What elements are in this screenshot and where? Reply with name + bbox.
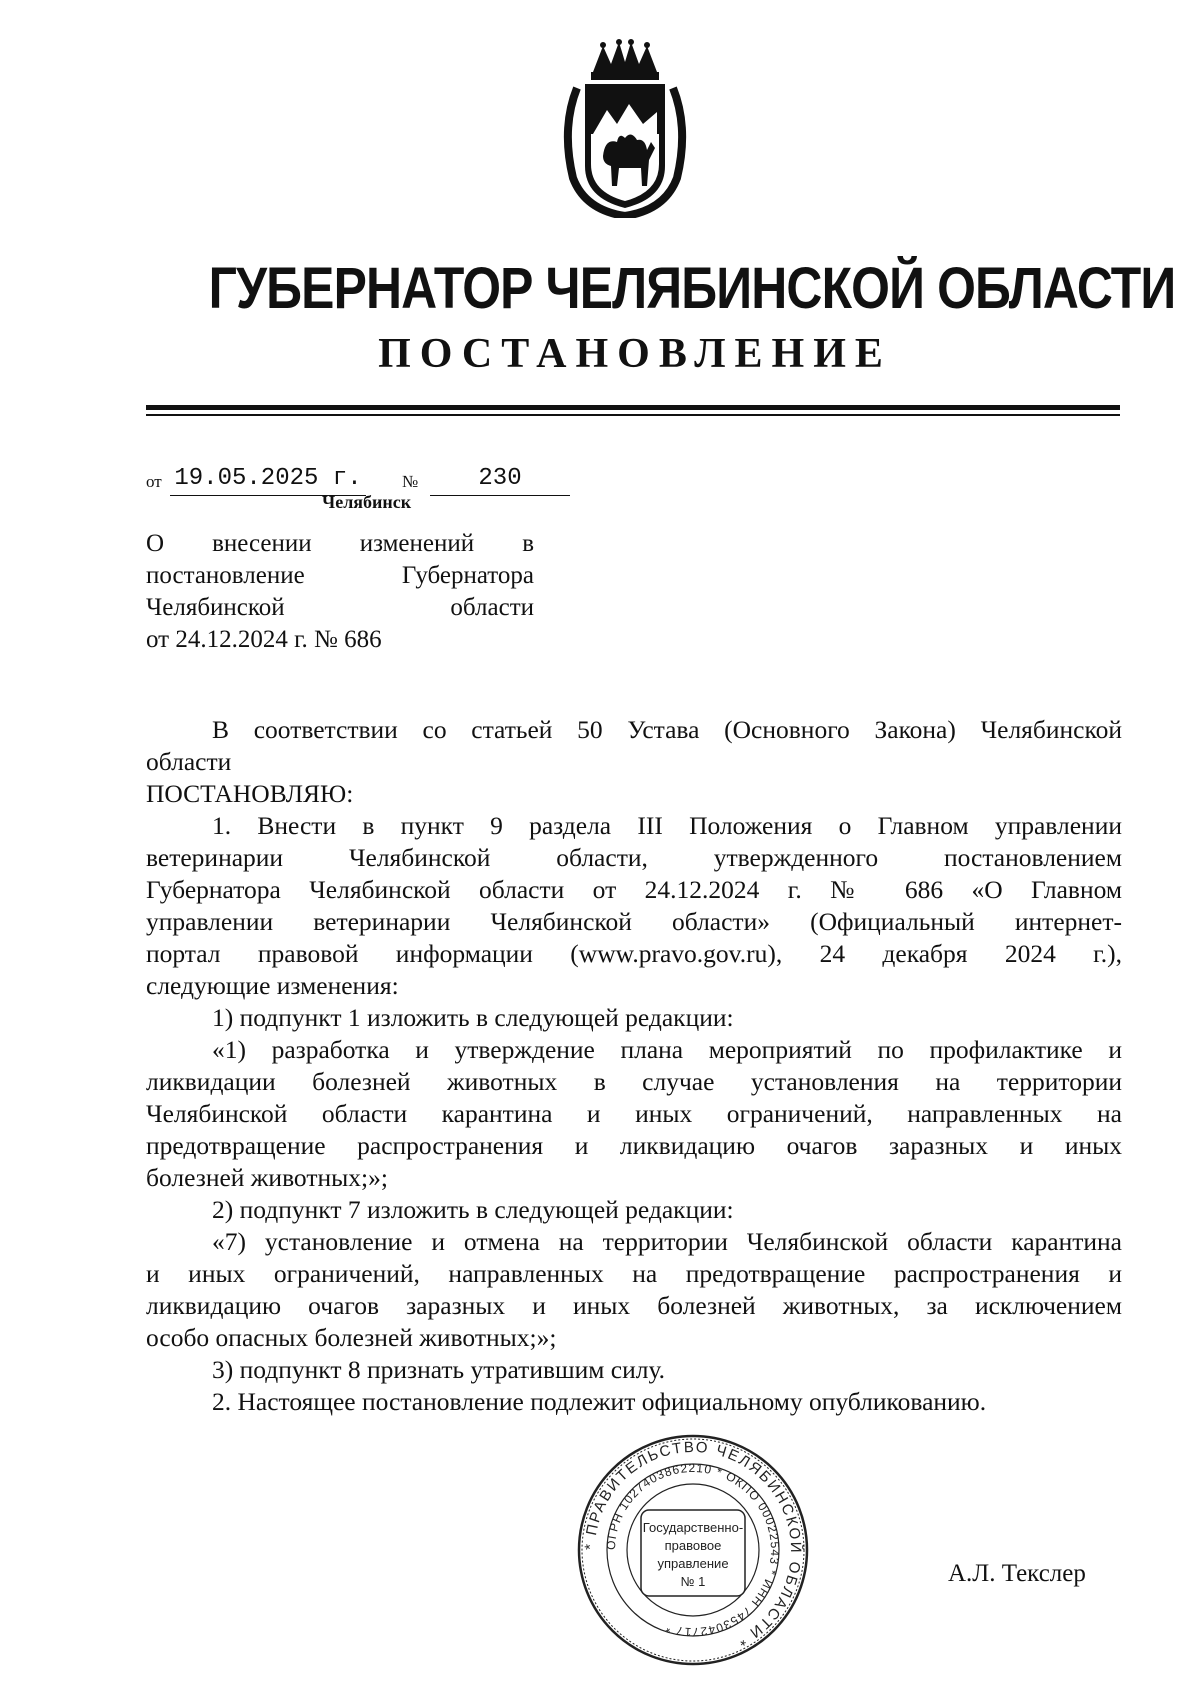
- signatory-name: А.Л. Текслер: [948, 1560, 1086, 1587]
- date-prefix: от: [146, 472, 162, 491]
- text-line: следующие изменения:: [146, 971, 399, 1000]
- seal-outer-text: * ПРАВИТЕЛЬСТВО ЧЕЛЯБИНСКОЙ ОБЛАСТИ *: [581, 1438, 805, 1651]
- subject-line: от 24.12.2024 г. № 686: [146, 626, 382, 653]
- official-seal: [575, 1432, 811, 1668]
- text-line: 1. Внести в пункт 9 раздела III Положения о Главном управлении: [212, 811, 1122, 840]
- text-line: «1) разработка и утверждение плана мероприятий по профилактике и: [212, 1035, 1122, 1064]
- text-line: ликвидацию очагов заразных и иных болезней животных, за исключением: [146, 1291, 1122, 1320]
- subject-line: О внесении изменений в: [146, 530, 534, 557]
- text-line: особо опасных болезней животных;»;: [146, 1323, 557, 1352]
- text-line: области: [146, 747, 232, 776]
- document-subject: [146, 528, 534, 656]
- subitem-2-text: [146, 1226, 1122, 1354]
- text-line: Челябинской области карантина и иных ограничений, направленных на: [146, 1099, 1122, 1128]
- decree-word: ПОСТАНОВЛЯЮ:: [146, 779, 354, 808]
- seal-inner-text: ОГРН 1027403862210 * ОКПО 00022543 * ИНН 7453042717 *: [603, 1460, 783, 1640]
- item-2: 2. Настоящее постановление подлежит официальному опубликованию.: [212, 1387, 987, 1416]
- text-line: управлении ветеринарии Челябинской области» (Официальный интернет-: [146, 907, 1122, 936]
- subitem-1-intro: 1) подпункт 1 изложить в следующей редакции:: [212, 1003, 734, 1032]
- text-line: «7) установление и отмена на территории Челябинской области карантина: [212, 1227, 1122, 1256]
- text-line: ветеринарии Челябинской области, утвержденного постановлением: [146, 843, 1122, 872]
- text-line: и иных ограничений, направленных на предотвращение распространения и: [146, 1259, 1122, 1288]
- subject-line: Челябинской области: [146, 594, 534, 621]
- seal-center-line: управление: [657, 1556, 729, 1571]
- document-number: 230: [430, 463, 570, 496]
- item-1: [146, 810, 1122, 1002]
- seal-center-line: № 1: [680, 1574, 706, 1589]
- preamble: [146, 714, 1122, 778]
- header-rule-thick: [146, 405, 1120, 410]
- seal-center-line: Государственно-: [642, 1520, 744, 1535]
- seal-center-line: правовое: [664, 1538, 722, 1553]
- document-city: Челябинск: [322, 492, 412, 512]
- number-prefix: №: [402, 472, 419, 491]
- coat-of-arms-emblem: [555, 38, 695, 218]
- text-line: предотвращение распространения и ликвидацию очагов заразных и иных: [146, 1131, 1122, 1160]
- header-rule-thin: [146, 414, 1120, 416]
- subitem-1-text: [146, 1034, 1122, 1194]
- text-line: В соответствии со статьей 50 Устава (Основного Закона) Челябинской: [212, 715, 1122, 744]
- document-date: 19.05.2025 г.: [170, 463, 366, 496]
- document-body: [146, 714, 1122, 1418]
- subitem-2-intro: 2) подпункт 7 изложить в следующей редакции:: [212, 1195, 734, 1224]
- text-line: Губернатора Челябинской области от 24.12.2024 г. № 686 «О Главном: [146, 875, 1122, 904]
- authority-title: ГУБЕРНАТОР ЧЕЛЯБИНСКОЙ ОБЛАСТИ: [208, 256, 1176, 321]
- document-type: ПОСТАНОВЛЕНИЕ: [378, 331, 892, 377]
- text-line: болезней животных;»;: [146, 1163, 388, 1192]
- subject-line: постановление Губернатора: [146, 562, 534, 589]
- text-line: ликвидации болезней животных в случае установления на территории: [146, 1067, 1122, 1096]
- text-line: портал правовой информации (www.pravo.gov.ru), 24 декабря 2024 г.),: [146, 939, 1122, 968]
- subitem-3: 3) подпункт 8 признать утратившим силу.: [212, 1355, 666, 1384]
